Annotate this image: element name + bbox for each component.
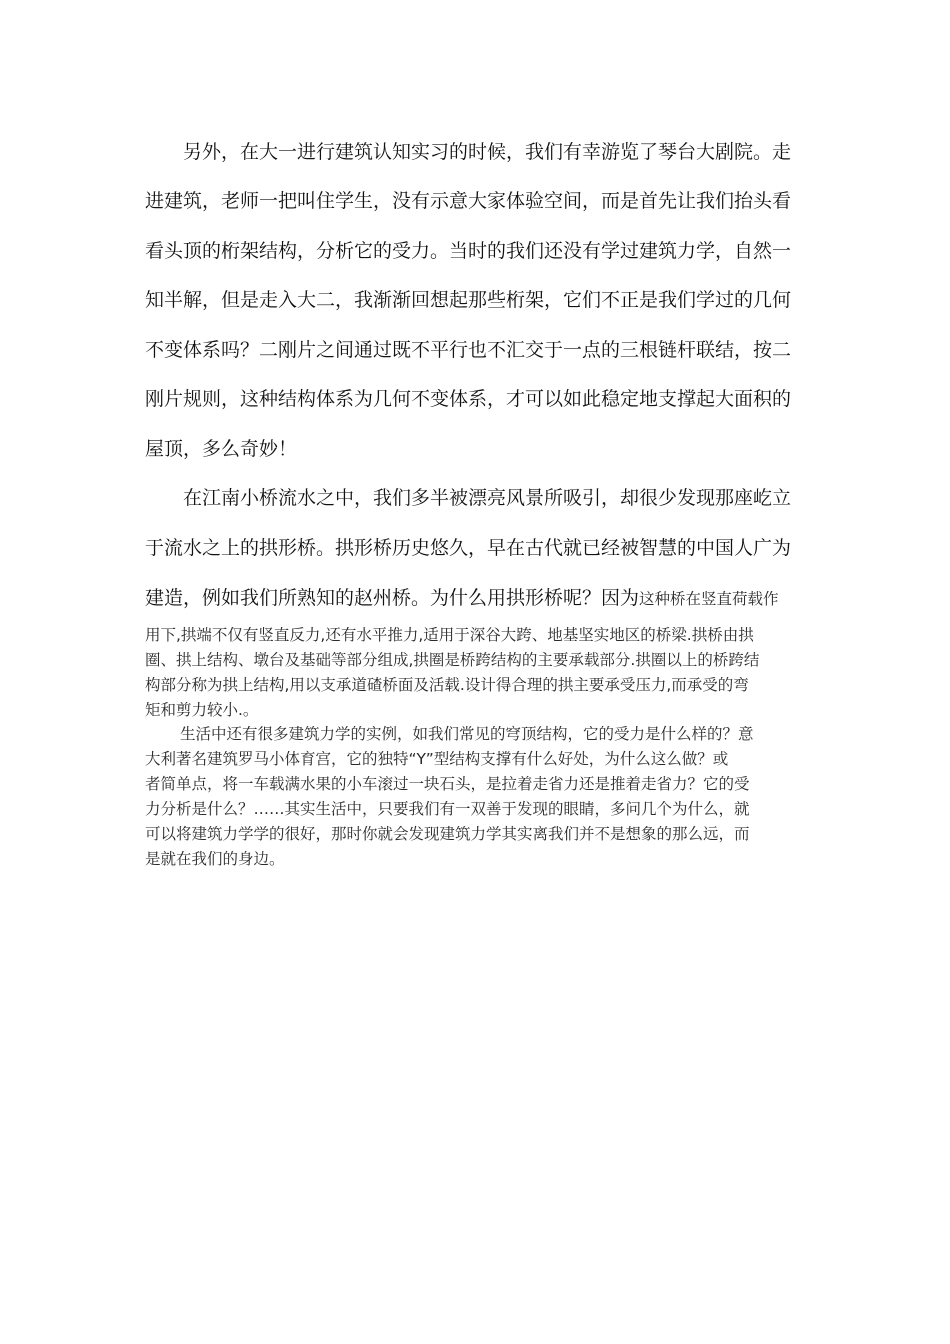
paragraph-3-line-3: 者简单点，将一车载满水果的小车滚过一块石头，是拉着走省力还是推着走省力？它的受	[145, 775, 750, 793]
paragraph-1-line-5: 不变体系吗？二刚片之间通过既不平行也不汇交于一点的三根链杆联结，按二	[145, 339, 792, 361]
paragraph-1-line-2: 进建筑，老师一把叫住学生，没有示意大家体验空间，而是首先让我们抬头看	[145, 190, 792, 212]
paragraph-3-line-5: 可以将建筑力学学的很好，那时你就会发现建筑力学其实离我们并不是想象的那么远，而	[145, 825, 750, 843]
paragraph-2-line-1: 在江南小桥流水之中，我们多半被漂亮风景所吸引，却很少发现那座屹立	[183, 487, 792, 509]
paragraph-3-line-6: 是就在我们的身边。	[145, 850, 285, 868]
paragraph-1-line-3: 看头顶的桁架结构，分析它的受力。当时的我们还没有学过建筑力学，自然一	[145, 240, 792, 262]
paragraph-1-line-1: 另外，在大一进行建筑认知实习的时候，我们有幸游览了琴台大剧院。走	[183, 141, 792, 163]
paragraph-3-line-4: 力分析是什么？……其实生活中，只要我们有一双善于发现的眼睛，多问几个为什么，就	[145, 800, 750, 818]
paragraph-3-line-2: 大利著名建筑罗马小体育宫，它的独特“Y”型结构支撑有什么好处，为什么这么做？或	[145, 750, 729, 768]
paragraph-1-line-4: 知半解，但是走入大二，我渐渐回想起那些桁架，它们不正是我们学过的几何	[145, 289, 792, 311]
paragraph-2-line-2: 于流水之上的拱形桥。拱形桥历史悠久，早在古代就已经被智慧的中国人广为	[145, 537, 792, 559]
paragraph-2-line-3-pasted: 这种桥在竖直荷载作	[639, 590, 779, 608]
paragraph-2-small-line-1: 用下,拱端不仅有竖直反力,还有水平推力,适用于深谷大跨、地基坚实地区的桥梁.拱桥由拱	[145, 626, 754, 644]
paragraph-2-line-3-main: 建造，例如我们所熟知的赵州桥。为什么用拱形桥呢？因为	[145, 587, 640, 609]
paragraph-1-line-7: 屋顶，多么奇妙！	[145, 438, 298, 460]
paragraph-1-line-6: 刚片规则，这种结构体系为几何不变体系，才可以如此稳定地支撑起大面积的	[145, 388, 792, 410]
paragraph-2-line-3	[145, 585, 779, 612]
paragraph-3-line-1: 生活中还有很多建筑力学的实例，如我们常见的穹顶结构，它的受力是什么样的？意	[180, 725, 754, 743]
paragraph-2-small-line-2: 圈、拱上结构、墩台及基础等部分组成,拱圈是桥跨结构的主要承载部分.拱圈以上的桥跨结	[145, 651, 760, 669]
paragraph-2-small-line-4: 矩和剪力较小.。	[145, 701, 259, 719]
paragraph-2-small-line-3: 构部分称为拱上结构,用以支承道碴桥面及活载.设计得合理的拱主要承受压力,而承受的弯	[145, 676, 749, 694]
